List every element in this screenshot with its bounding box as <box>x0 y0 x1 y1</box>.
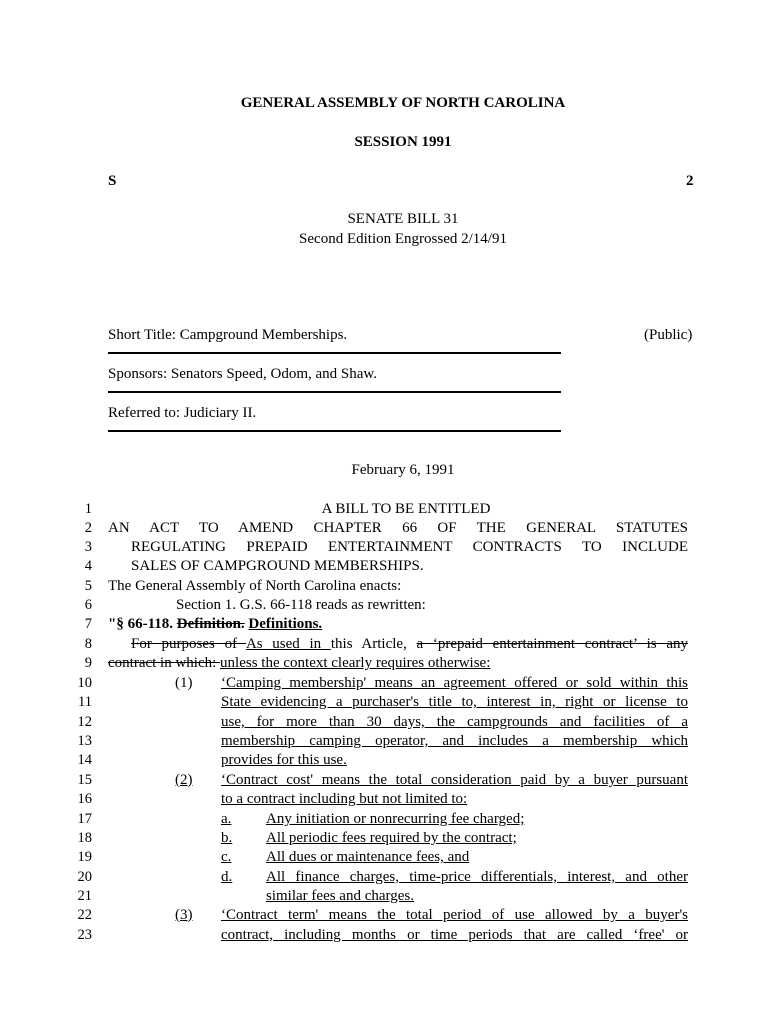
line-number: 15 <box>77 772 92 788</box>
short-title: Short Title: Campground Memberships. <box>108 327 348 343</box>
line-number: 10 <box>77 675 92 691</box>
line-number: 16 <box>77 791 92 807</box>
item-number: (3) <box>175 907 193 923</box>
public-label: (Public) <box>644 327 693 343</box>
line-number: 4 <box>84 558 92 574</box>
session-title: SESSION 1991 <box>354 134 452 150</box>
line-number: 11 <box>78 694 92 710</box>
body-line: to a contract including but not limited to: <box>221 791 468 807</box>
body-line <box>108 655 688 672</box>
line-number: 7 <box>84 616 92 632</box>
section-line: Section 1. G.S. 66-118 reads as rewritten: <box>176 597 426 613</box>
body-line: provides for this use. <box>221 752 347 768</box>
edition-line: Second Edition Engrossed 2/14/91 <box>299 231 507 247</box>
line-number: 22 <box>77 907 92 923</box>
line-number: 20 <box>77 869 92 885</box>
struck-text: a ‘prepaid entertainment contract’ is any <box>416 636 688 652</box>
act-title-line: REGULATING PREPAID ENTERTAINMENT CONTRACTS TO INCLUDE <box>131 539 688 555</box>
sub-item-letter: c. <box>221 849 232 865</box>
body-line: All finance charges, time-price differentials, interest, and other <box>266 869 688 885</box>
body-line: contract, including months or time periods that are called ‘free' or <box>221 927 688 943</box>
body-line: ‘Contract term' means the total period of use allowed by a buyer's <box>221 907 688 923</box>
enacting-clause: The General Assembly of North Carolina enacts: <box>108 578 402 594</box>
line-number: 14 <box>77 752 92 768</box>
line-number: 18 <box>77 830 92 846</box>
sub-item-letter: a. <box>221 811 232 827</box>
line-number: 13 <box>77 733 92 749</box>
divider <box>108 391 561 393</box>
sub-item-letter: d. <box>221 869 233 885</box>
struck-text: contract in which: <box>108 655 221 671</box>
struck-text: For purposes of <box>131 636 246 652</box>
assembly-title: GENERAL ASSEMBLY OF NORTH CAROLINA <box>240 95 566 111</box>
line-number: 9 <box>84 655 92 671</box>
sub-item-letter: b. <box>221 830 233 846</box>
line-number: 8 <box>84 636 92 652</box>
body-line: ‘Contract cost' means the total consideration paid by a buyer pursuant <box>221 772 688 788</box>
line-number: 23 <box>77 927 92 943</box>
bill-heading: A BILL TO BE ENTITLED <box>321 501 491 517</box>
line-number: 12 <box>77 714 92 730</box>
chamber-letter: S <box>108 173 117 189</box>
sponsors: Sponsors: Senators Speed, Odom, and Shaw. <box>108 366 378 382</box>
body-line: State evidencing a purchaser's title to, interest in, right or license to <box>221 694 688 710</box>
line-number: 17 <box>77 811 92 827</box>
body-line: All periodic fees required by the contract; <box>266 830 517 846</box>
inserted-text: As used in <box>245 636 331 652</box>
inserted-text: Definitions. <box>248 616 323 632</box>
body-line: ‘Camping membership' means an agreement offered or sold within this <box>221 675 688 691</box>
date: February 6, 1991 <box>351 462 455 478</box>
inserted-text: unless the context clearly requires otherwise: <box>220 655 491 671</box>
body-line: use, for more than 30 days, the campgrounds and facilities of a <box>221 714 688 730</box>
line-number: 21 <box>77 888 92 904</box>
line-number: 1 <box>84 501 92 517</box>
act-title-line: AN ACT TO AMEND CHAPTER 66 OF THE GENERAL STATUTES <box>108 520 688 536</box>
section-heading: "§ 66-118. Definition. Definitions. <box>108 616 323 632</box>
act-title-line: SALES OF CAMPGROUND MEMBERSHIPS. <box>131 558 424 574</box>
body-line: membership camping operator, and includes a membership which <box>221 733 688 749</box>
line-number: 3 <box>84 539 92 555</box>
bill-number: SENATE BILL 31 <box>347 211 459 227</box>
body-line: similar fees and charges. <box>266 888 415 904</box>
line-number: 2 <box>84 520 92 536</box>
divider <box>108 430 561 432</box>
line-number: 5 <box>84 578 92 594</box>
line-number: 6 <box>84 597 92 613</box>
body-line: Any initiation or nonrecurring fee charged; <box>266 811 525 827</box>
line-number: 19 <box>77 849 92 865</box>
struck-text: Definition. <box>176 616 245 632</box>
item-number: (2) <box>175 772 193 788</box>
divider <box>108 352 561 354</box>
referred-to: Referred to: Judiciary II. <box>108 405 257 421</box>
edition-number: 2 <box>686 173 694 189</box>
item-number: (1) <box>175 675 193 691</box>
body-line: All dues or maintenance fees, and <box>266 849 470 865</box>
body-line: For purposes of As used in this Article, a ‘prepaid entertainment contract’ is any <box>131 636 688 652</box>
